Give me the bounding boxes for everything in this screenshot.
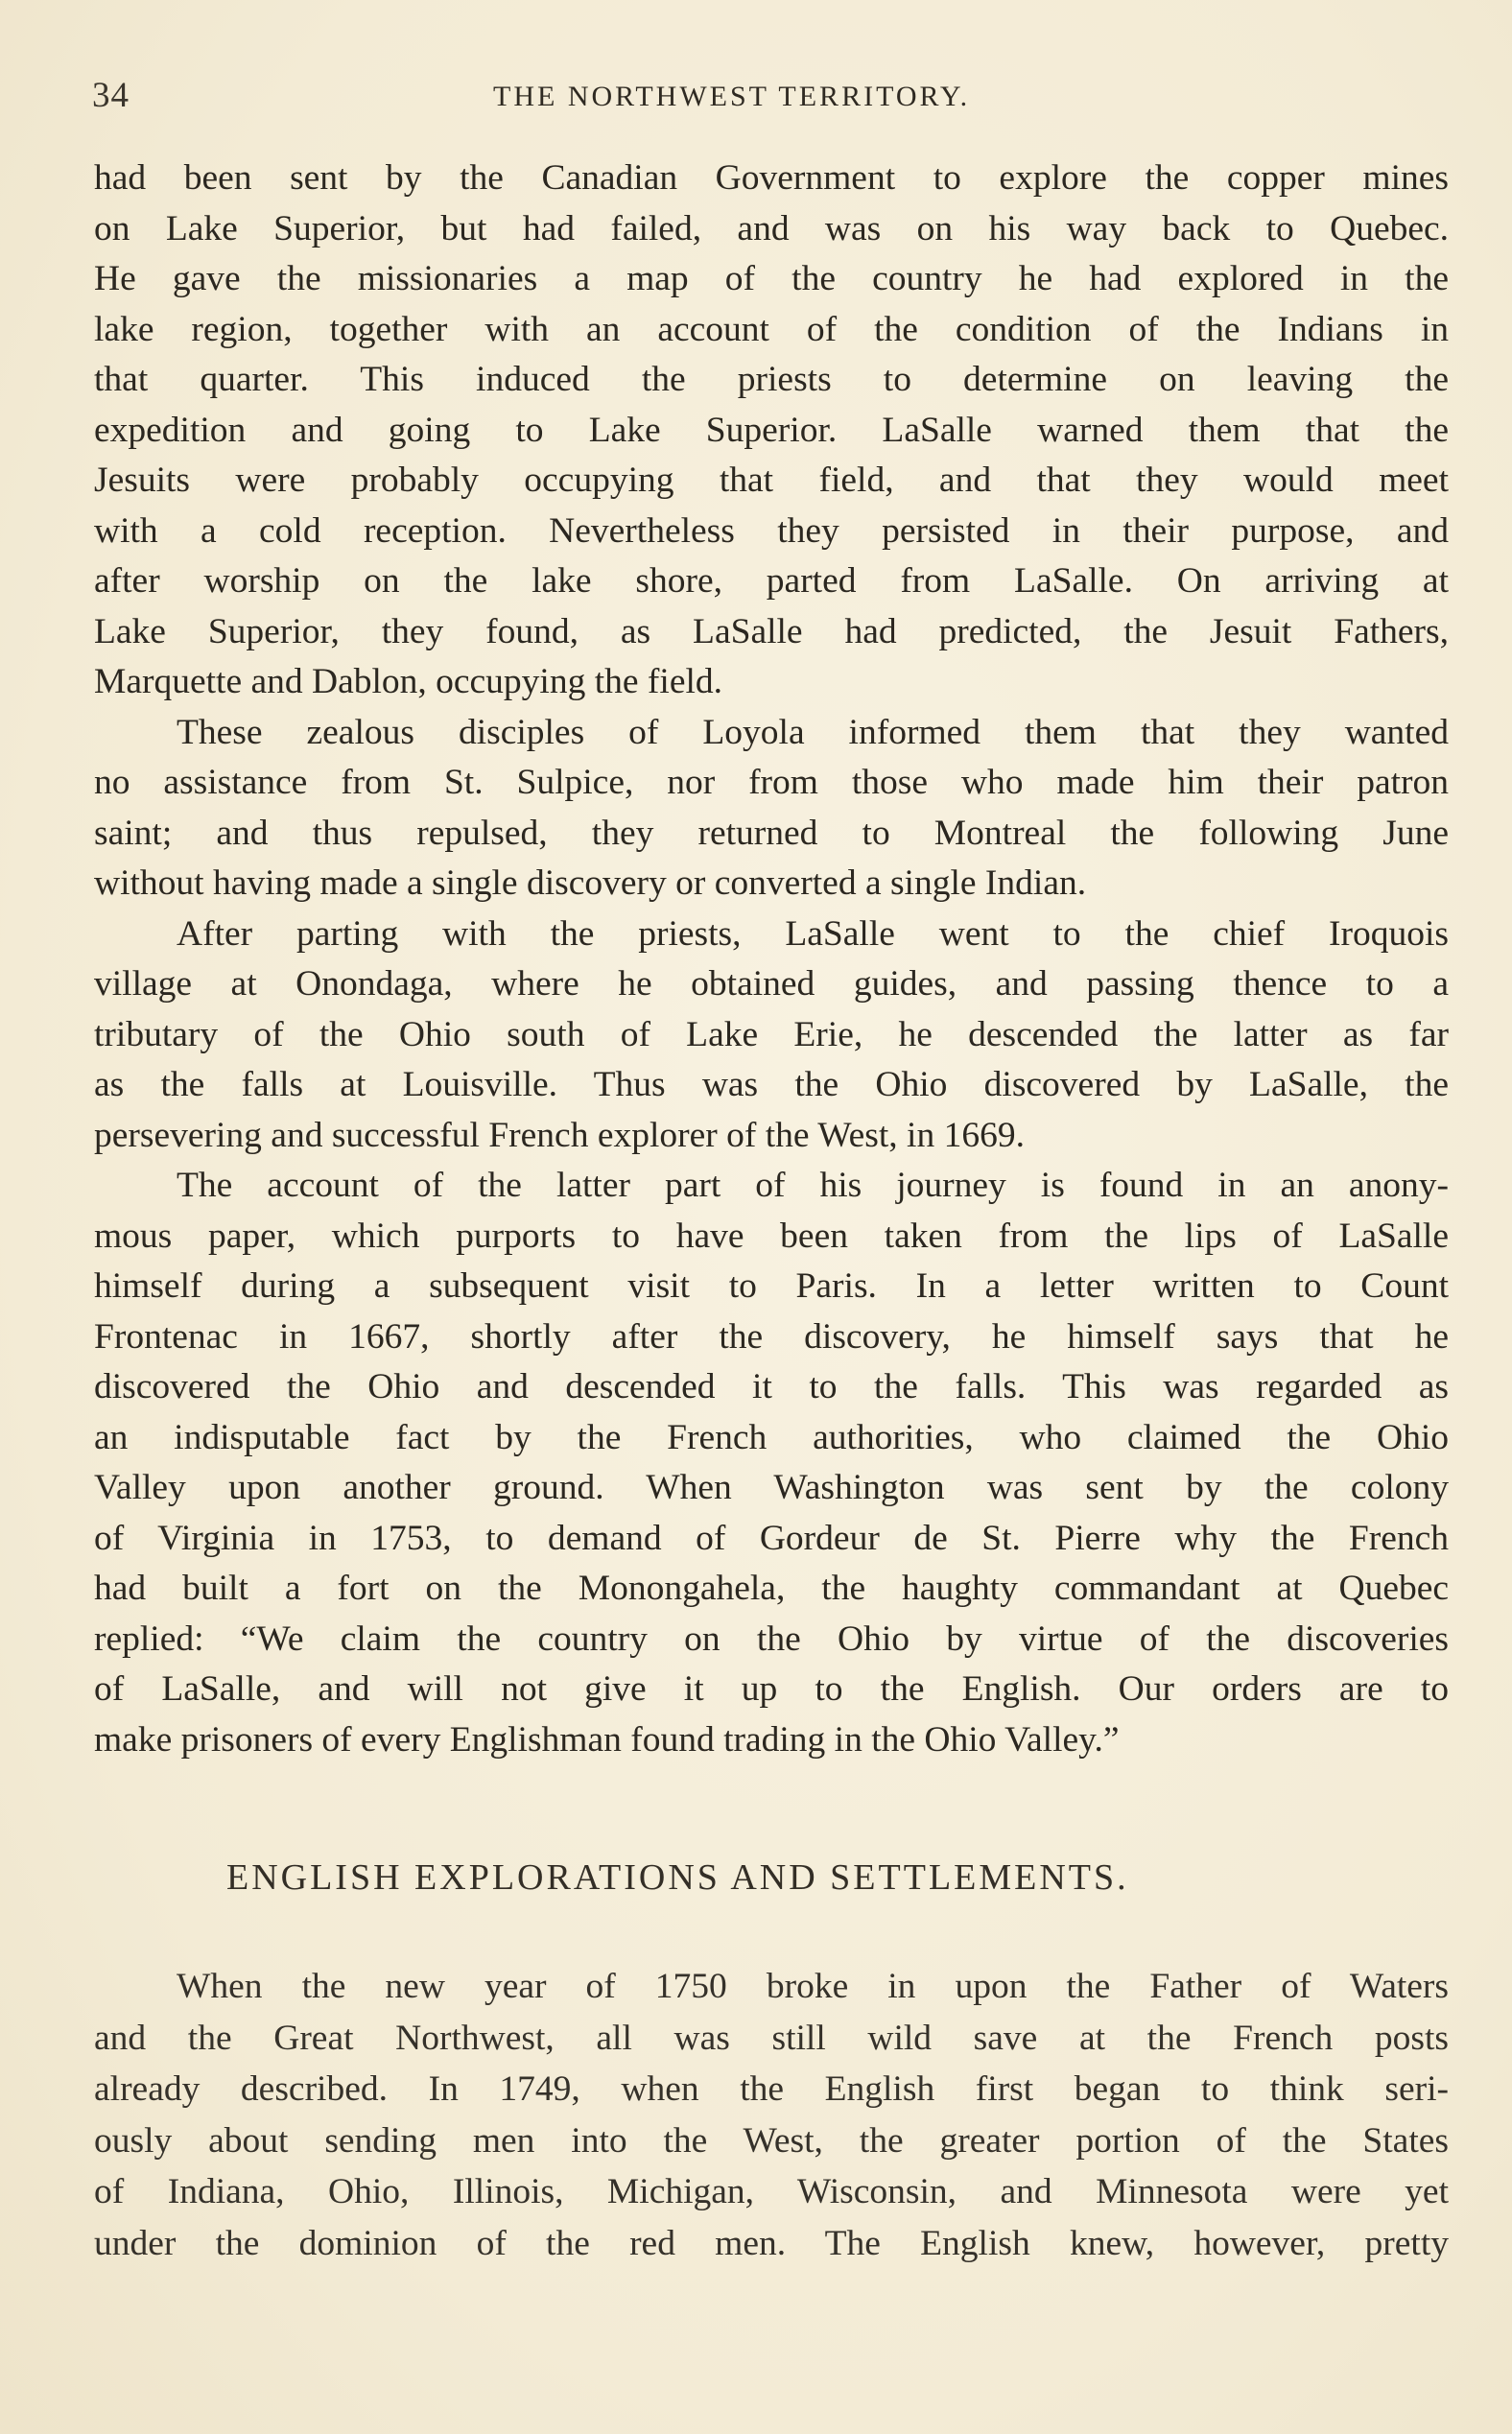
text-line: saint; and thus repulsed, they returned to Montreal the following June [94,813,1449,853]
text-line: lake region, together with an account of the condition of the Indians in [94,309,1449,349]
text-line: mous paper, which purports to have been taken from the lips of LaSalle [94,1216,1449,1256]
text-line: after worship on the lake shore, parted from LaSalle. On arriving at [94,561,1449,601]
text-line: with a cold reception. Nevertheless they persisted in their purpose, and [94,510,1449,551]
text-line: He gave the missionaries a map of the country he had explored in the [94,259,1449,298]
text-line: After parting with the priests, LaSalle went to the chief Iroquois [177,913,1449,954]
text-line: of Virginia in 1753, to demand of Gordeur de St. Pierre why the French [94,1518,1449,1558]
text-line: tributary of the Ohio south of Lake Erie, he descended the latter as far [94,1014,1449,1054]
text-line: no assistance from St. Sulpice, nor from those who made him their patron [94,763,1449,802]
text-line: of LaSalle, and will not give it up to the English. Our orders are to [94,1669,1449,1709]
text-line: Lake Superior, they found, as LaSalle had predicted, the Jesuit Fathers, [94,611,1449,651]
text-line: replied: “We claim the country on the Ohio by virtue of the discoveries [94,1619,1449,1659]
text-line: under the dominion of the red men. The English knew, however, pretty [94,2223,1449,2263]
section-text [94,1961,1449,2269]
page-number: 34 [92,76,130,115]
text-line: himself during a subsequent visit to Paris. In a letter written to Count [94,1266,1449,1306]
text-line: already described. In 1749, when the English first began to think seri- [94,2069,1449,2109]
text-line: Frontenac in 1667, shortly after the discovery, he himself says that he [94,1316,1449,1357]
text-line: and the Great Northwest, all was still wild save at the French posts [94,2018,1449,2058]
text-line: Jesuits were probably occupying that field, and that they would meet [94,461,1449,500]
page-header [92,75,1454,123]
text-line: on Lake Superior, but had failed, and was on his way back to Quebec. [94,208,1449,248]
text-line: of Indiana, Ohio, Illinois, Michigan, Wisconsin, and Minnesota were yet [94,2172,1449,2211]
text-line: ously about sending men into the West, the greater portion of the States [94,2120,1449,2161]
text-line: that quarter. This induced the priests to determine on leaving the [94,360,1449,399]
text-line: persevering and successful French explorer of the West, in 1669. [94,1115,1025,1155]
text-line: expedition and going to Lake Superior. LaSalle warned them that the [94,410,1449,450]
text-line: discovered the Ohio and descended it to the falls. This was regarded as [94,1367,1449,1406]
main-text [94,154,1449,1765]
section-heading: ENGLISH EXPLORATIONS AND SETTLEMENTS. [226,1857,1129,1898]
text-line: Marquette and Dablon, occupying the field. [94,662,723,701]
text-line: When the new year of 1750 broke in upon the Father of Waters [177,1967,1449,2006]
text-line: as the falls at Louisville. Thus was the Ohio discovered by LaSalle, the [94,1065,1449,1104]
text-line: had built a fort on the Monongahela, the haughty commandant at Quebec [94,1569,1449,1608]
running-head: THE NORTHWEST TERRITORY. [493,81,971,112]
text-line: village at Onondaga, where he obtained guides, and passing thence to a [94,964,1449,1004]
text-line: The account of the latter part of his journey is found in an anony- [177,1166,1449,1205]
text-line: had been sent by the Canadian Government to explore the copper mines [94,158,1449,198]
text-line: an indisputable fact by the French authorities, who claimed the Ohio [94,1417,1449,1457]
text-line: make prisoners of every Englishman found trading in the Ohio Valley.” [94,1719,1120,1760]
text-line: These zealous disciples of Loyola informed them that they wanted [177,712,1449,752]
text-line: Valley upon another ground. When Washington was sent by the colony [94,1468,1449,1507]
text-line: without having made a single discovery or converted a single Indian. [94,863,1087,903]
